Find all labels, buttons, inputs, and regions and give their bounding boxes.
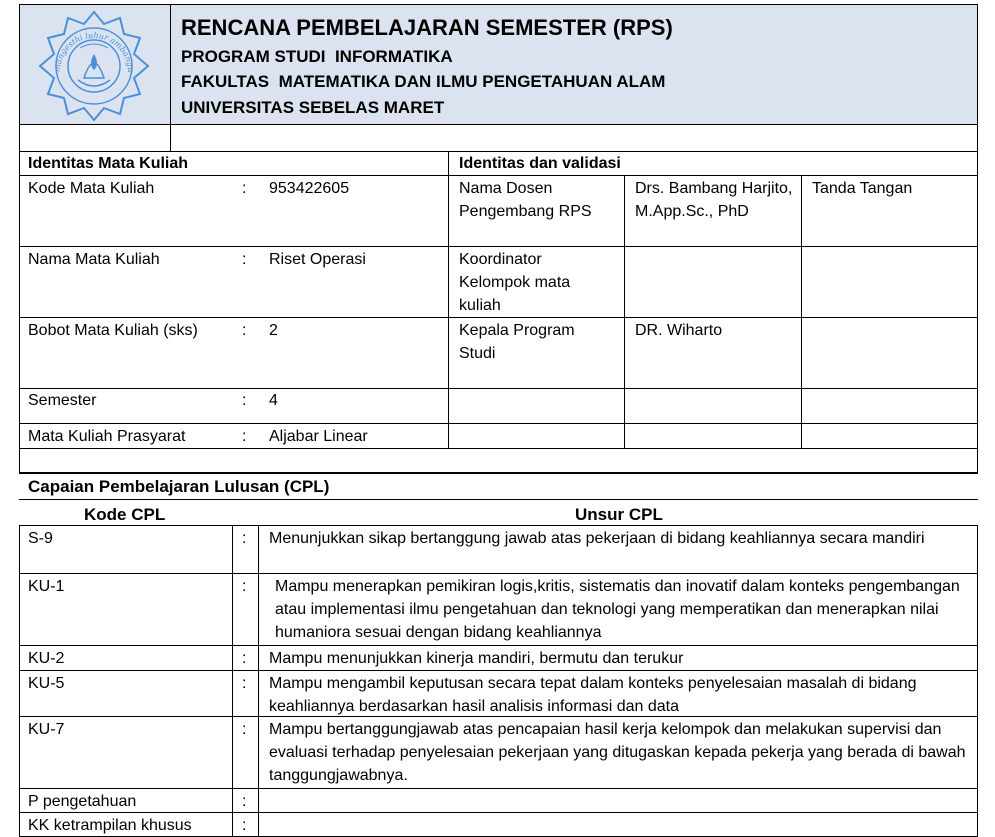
rule (19, 448, 978, 449)
course-code-label: Kode Mata Kuliah (28, 180, 155, 197)
rule (624, 175, 625, 448)
signature-label: Tanda Tangan (812, 180, 913, 197)
rule (801, 175, 802, 448)
rule (19, 175, 978, 176)
cpl-code-header: Kode CPL (84, 505, 166, 524)
cpl-code: KK ketrampilan khusus (28, 817, 192, 834)
colon: : (242, 392, 247, 409)
border-left (19, 125, 20, 151)
cpl-heading: Capaian Pembelajaran Lulusan (CPL) (28, 477, 330, 496)
rule (19, 812, 978, 813)
rule (258, 525, 259, 837)
cpl-code: KU-1 (28, 578, 65, 595)
identity-heading: Identitas Mata Kuliah (28, 155, 189, 172)
rule (19, 645, 978, 646)
cpl-code: S-9 (28, 530, 53, 547)
cpl-code: KU-7 (28, 721, 65, 738)
rule (19, 246, 978, 247)
credits-value: 2 (269, 322, 278, 339)
course-code-value: 953422605 (269, 180, 350, 197)
colon: : (242, 322, 247, 339)
validation-heading: Identitas dan validasi (459, 155, 621, 172)
semester-value: 4 (269, 392, 278, 409)
course-name-label: Nama Mata Kuliah (28, 251, 160, 268)
rule (19, 788, 978, 789)
colon: : (242, 180, 247, 197)
head-of-program-name: DR. Wiharto (635, 322, 723, 339)
cpl-code: KU-5 (28, 675, 65, 692)
developer-label: Nama Dosen Pengembang RPS (459, 180, 592, 220)
rule (232, 525, 233, 837)
border-right (977, 125, 978, 151)
rule (19, 317, 978, 318)
colon: : (242, 675, 247, 692)
colon: : (242, 793, 247, 810)
cpl-text: Mampu menunjukkan kinerja mandiri, bermutu dan terukur (269, 650, 684, 667)
head-of-program-label: Kepala Program Studi (459, 322, 575, 362)
faculty-line: FAKULTAS MATEMATIKA DAN ILMU PENGETAHUAN ALAM (181, 72, 666, 91)
rule (19, 499, 978, 500)
colon: : (242, 428, 247, 445)
credits-label: Bobot Mata Kuliah (sks) (28, 322, 198, 339)
semester-label: Semester (28, 392, 97, 409)
rule (19, 573, 978, 574)
cpl-element-header: Unsur CPL (575, 505, 663, 524)
rule (19, 388, 978, 389)
rule (448, 151, 449, 448)
colon: : (242, 530, 247, 547)
cpl-text: Mampu mengambil keputusan secara tepat dalam konteks penyelesaian masalah di bidang keahliannya berdasarkan hasil analisis informasi dan data (269, 675, 917, 715)
cpl-code: KU-2 (28, 650, 65, 667)
developer-name: Drs. Bambang Harjito, M.App.Sc., PhD (635, 180, 793, 220)
logo-motto: mangesthi luhur ambangu (52, 30, 136, 73)
colon: : (242, 817, 247, 834)
colon: : (242, 251, 247, 268)
coordinator-label: Koordinator Kelompok mata kuliah (459, 251, 571, 314)
colon: : (242, 578, 247, 595)
prerequisite-label: Mata Kuliah Prasyarat (28, 428, 186, 445)
prerequisite-value: Aljabar Linear (269, 428, 368, 445)
cpl-text: Mampu menerapkan pemikiran logis,kritis, sistematis dan inovatif dalam konteks pengembangan atau implementasi ilmu pengetahuan dan teknologi yang memperatikan dan menerapkan nilai humaniora sesuai dengan bidang keahliannya (275, 578, 960, 641)
rule (19, 473, 978, 474)
cpl-text: Mampu bertanggungjawab atas pencapaian hasil kerja kelompok dan melakukan supervisi dan evaluasi terhadap penyelesaian pekerjaan yang ditugaskan kepada pekerja yang berada di bawah tanggungjawabnya. (269, 721, 966, 784)
cpl-text: Menunjukkan sikap bertanggung jawab atas pekerjaan di bidang keahliannya secara mandiri (269, 530, 925, 547)
program-line: PROGRAM STUDI INFORMATIKA (181, 47, 453, 66)
rule (19, 670, 978, 671)
colon: : (242, 721, 247, 738)
document-title: RENCANA PEMBELAJARAN SEMESTER (RPS) (181, 15, 673, 40)
rule (19, 423, 978, 424)
university-logo (32, 8, 156, 122)
colon: : (242, 650, 247, 667)
cpl-code: P pengetahuan (28, 793, 137, 810)
university-line: UNIVERSITAS SEBELAS MARET (181, 98, 445, 117)
course-name-value: Riset Operasi (269, 251, 366, 268)
header-divider (170, 4, 171, 151)
